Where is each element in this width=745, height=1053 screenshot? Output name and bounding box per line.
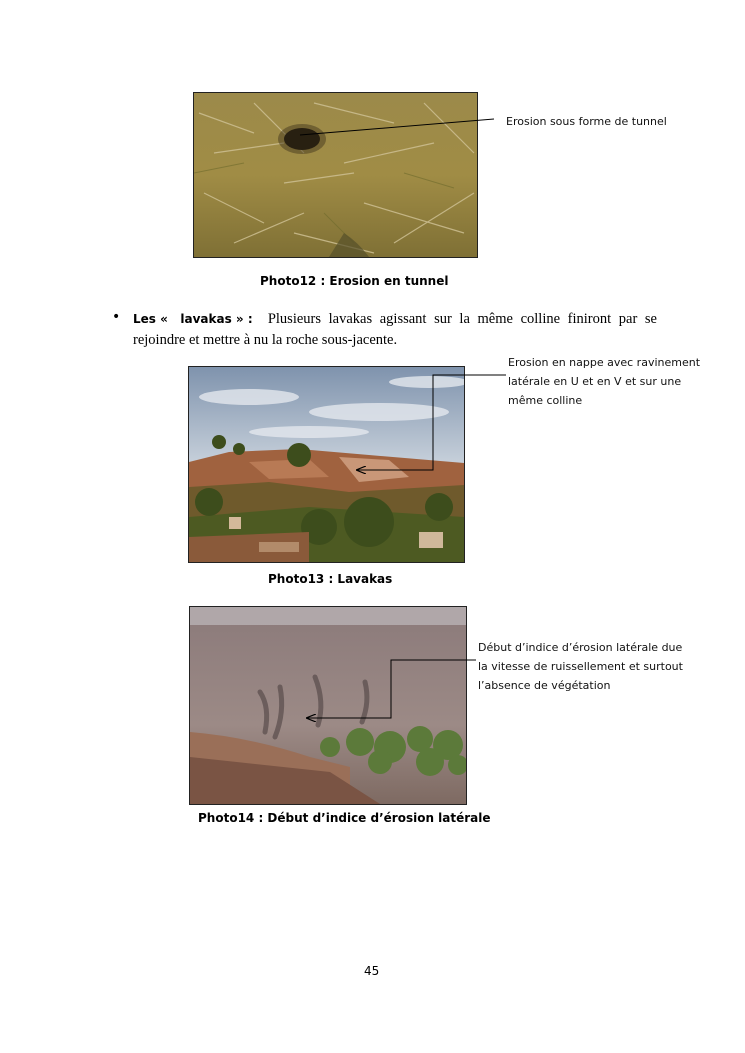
photo-lateral-erosion: [189, 606, 467, 805]
annotation-photo13-line-1: Erosion en nappe avec ravinement: [508, 356, 701, 369]
bullet-paragraph: [133, 309, 657, 351]
annotation-photo14: [478, 638, 683, 695]
paragraph-line-2: rejoindre et mettre à nu la roche sous-jacente.: [133, 332, 398, 348]
annotation-photo14-line-2: la vitesse de ruissellement et surtout: [478, 660, 683, 673]
bullet-icon: •: [112, 309, 121, 325]
lavakas-heading: Les « lavakas » :: [133, 312, 253, 326]
annotation-photo13-line-3: même colline: [508, 394, 583, 407]
paragraph-line-1: Plusieurs lavakas agissant sur la même colline finiront par se: [267, 311, 657, 327]
annotation-photo12: Erosion sous forme de tunnel: [506, 115, 667, 128]
annotation-photo14-line-1: Début d’indice d’érosion latérale due: [478, 641, 683, 654]
page-number: 45: [364, 964, 380, 978]
caption-photo12: Photo12 : Erosion en tunnel: [260, 274, 449, 288]
photo-tunnel-erosion: [193, 92, 478, 258]
annotation-photo13-line-2: latérale en U et en V et sur une: [508, 375, 682, 388]
photo-lavakas: [188, 366, 465, 563]
annotation-photo13: [508, 353, 700, 410]
caption-photo13: Photo13 : Lavakas: [268, 572, 393, 586]
caption-photo14: Photo14 : Début d’indice d’érosion latérale: [198, 811, 491, 825]
annotation-photo14-line-3: l’absence de végétation: [478, 679, 611, 692]
